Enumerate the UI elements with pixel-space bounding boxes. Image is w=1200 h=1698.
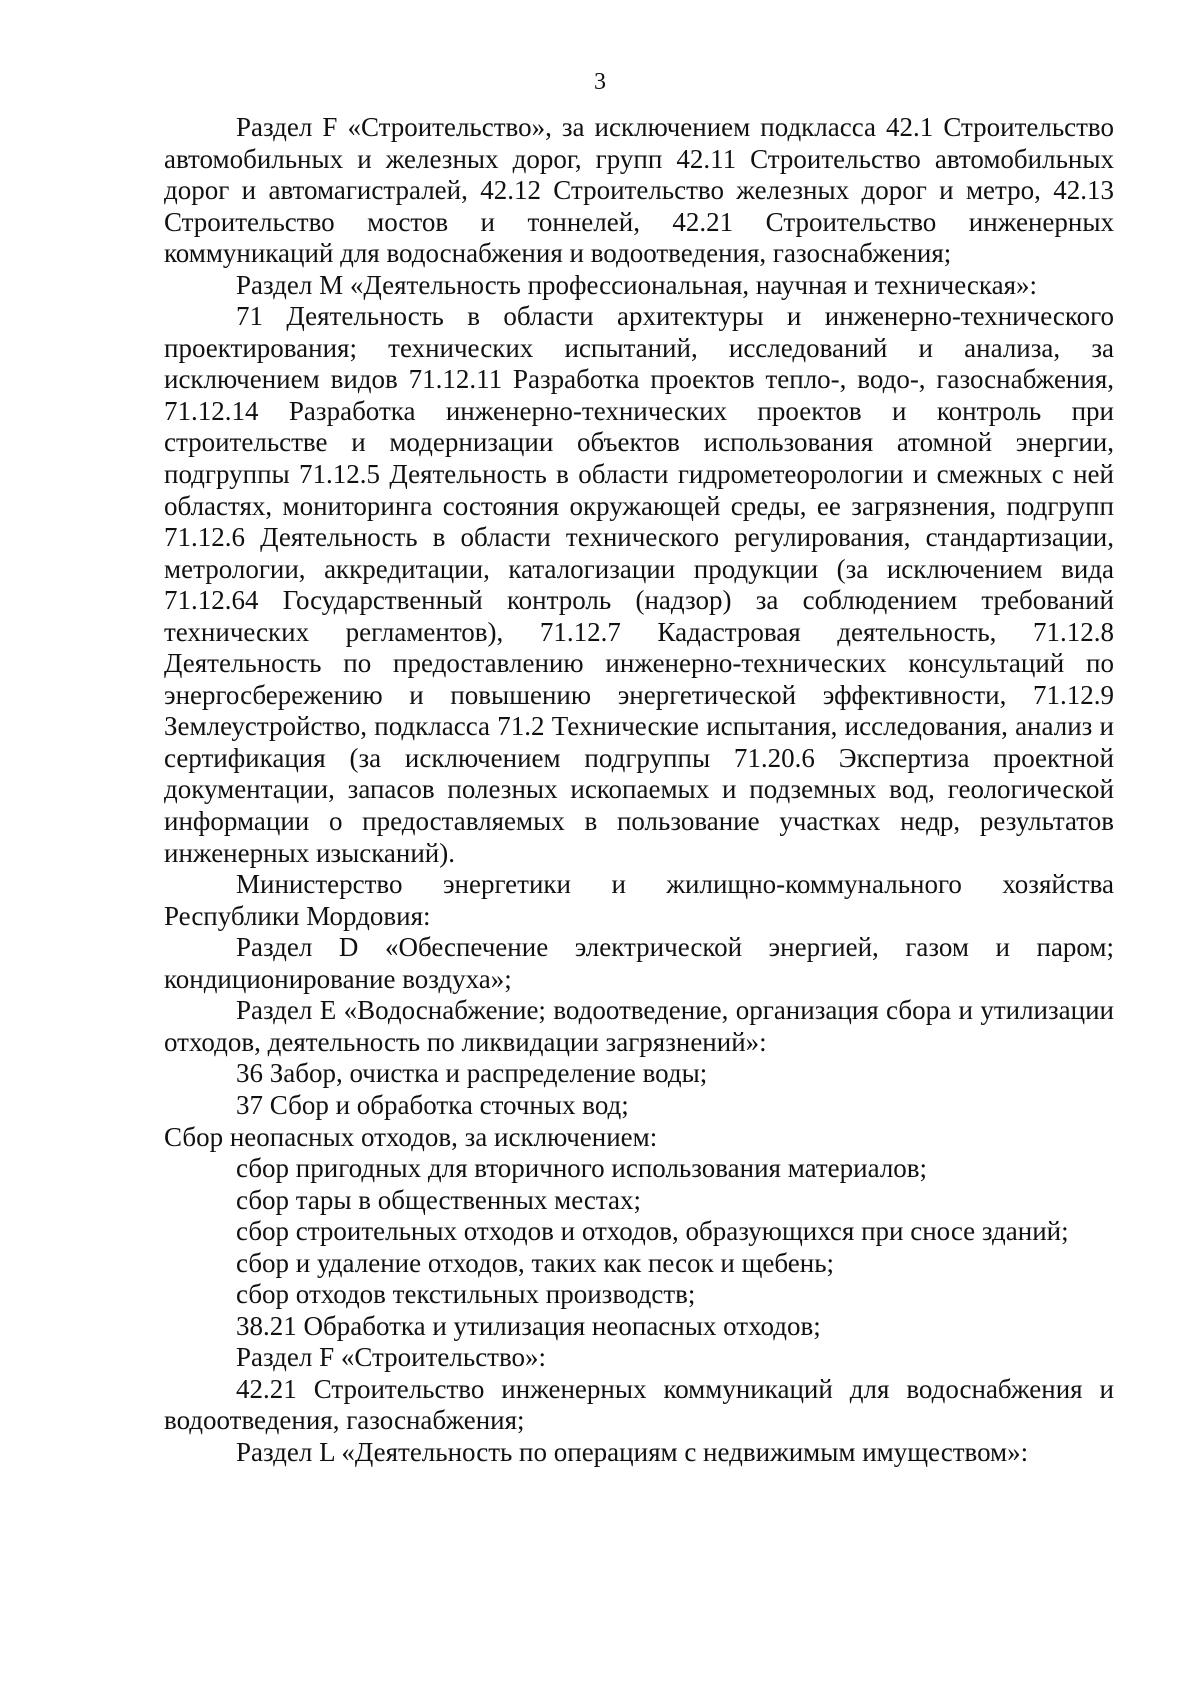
paragraph-section-f-heading: Раздел F «Строительство»: — [236, 1342, 547, 1373]
paragraph-recyclables: сбор пригодных для вторичного использования материалов; — [236, 1153, 928, 1184]
document-body — [164, 112, 1114, 1469]
paragraph-42-21: 42.21 Строительство инженерных коммуникаций для водоснабжения и водоотведения, газоснабжения; — [164, 1373, 1114, 1436]
page-number: 3 — [594, 69, 606, 95]
paragraph-sand-gravel: сбор и удаление отходов, таких как песок и щебень; — [236, 1247, 835, 1278]
paragraph-71-architecture: 71 Деятельность в области архитектуры и инженерно-технического проектирования; технических испытаний, исследований и анализа, за исключением видов 71.12.11 Разработка проектов тепло-, водо-, газоснабжения, 71.12.14 Разработка инженерно-технических проектов и контроль при строительстве и модернизации объектов использования атомной энергии, подгруппы 71.12.5 Деятельность в области гидрометеорологии и смежных с ней областях, мониторинга состояния окружающей среды, ее загрязнения, подгрупп 71.12.6 Деятельность в области технического регулирования, стандартизации, метрологии, аккредитации, каталогизации продукции (за исключением вида 71.12.64 Государственный контроль (надзор) за соблюдением требований технических регламентов), 71.12.7 Кадастровая деятельность, 71.12.8 Деятельность по предоставлению инженерно-технических консультаций по энергосбережению и повышению энергетической эффективности, 71.12.9 Землеустройство, подкласса 71.2 Технические испытания, исследования, анализ и сертификация (за исключением подгруппы 71.20.6 Экспертиза проектной документации, запасов полезных ископаемых и подземных вод, геологической информации о предоставляемых в пользование участках недр, результатов инженерных изысканий). — [164, 301, 1114, 868]
paragraph-section-e: Раздел Е «Водоснабжение; водоотведение, организация сбора и утилизации отходов, деятельность по ликвидации загрязнений»: — [164, 995, 1114, 1057]
paragraph-36-water: 36 Забор, очистка и распределение воды; — [236, 1058, 708, 1089]
paragraph-textile-waste: сбор отходов текстильных производств; — [236, 1279, 696, 1310]
paragraph-38-21: 38.21 Обработка и утилизация неопасных отходов; — [236, 1310, 821, 1341]
paragraph-waste-collection: Сбор неопасных отходов, за исключением: — [164, 1121, 658, 1152]
paragraph-section-m-heading: Раздел М «Деятельность профессиональная, научная и техническая»: — [236, 269, 1037, 300]
paragraph-section-d: Раздел D «Обеспечение электрической энергией, газом и паром; кондиционирование воздуха»; — [164, 932, 1114, 994]
paragraph-37-wastewater: 37 Сбор и обработка сточных вод; — [236, 1089, 629, 1120]
paragraph-section-l: Раздел L «Деятельность по операциям с недвижимым имуществом»: — [236, 1436, 1029, 1467]
paragraph-construction-waste: сбор строительных отходов и отходов, образующихся при сносе зданий; — [236, 1216, 1069, 1247]
paragraph-ministry-energy: Министерство энергетики и жилищно-коммунального хозяйства Республики Мордовия: — [164, 869, 1114, 931]
paragraph-section-f-construction: Раздел F «Строительство», за исключением подкласса 42.1 Строительство автомобильных и железных дорог, групп 42.11 Строительство автомобильных дорог и автомагистралей, 42.12 Строительство железных дорог и метро, 42.13 Строительство мостов и тоннелей, 42.21 Строительство инженерных коммуникаций для водоснабжения и водоотведения, газоснабжения; — [164, 112, 1114, 269]
paragraph-public-containers: сбор тары в общественных местах; — [236, 1184, 641, 1215]
